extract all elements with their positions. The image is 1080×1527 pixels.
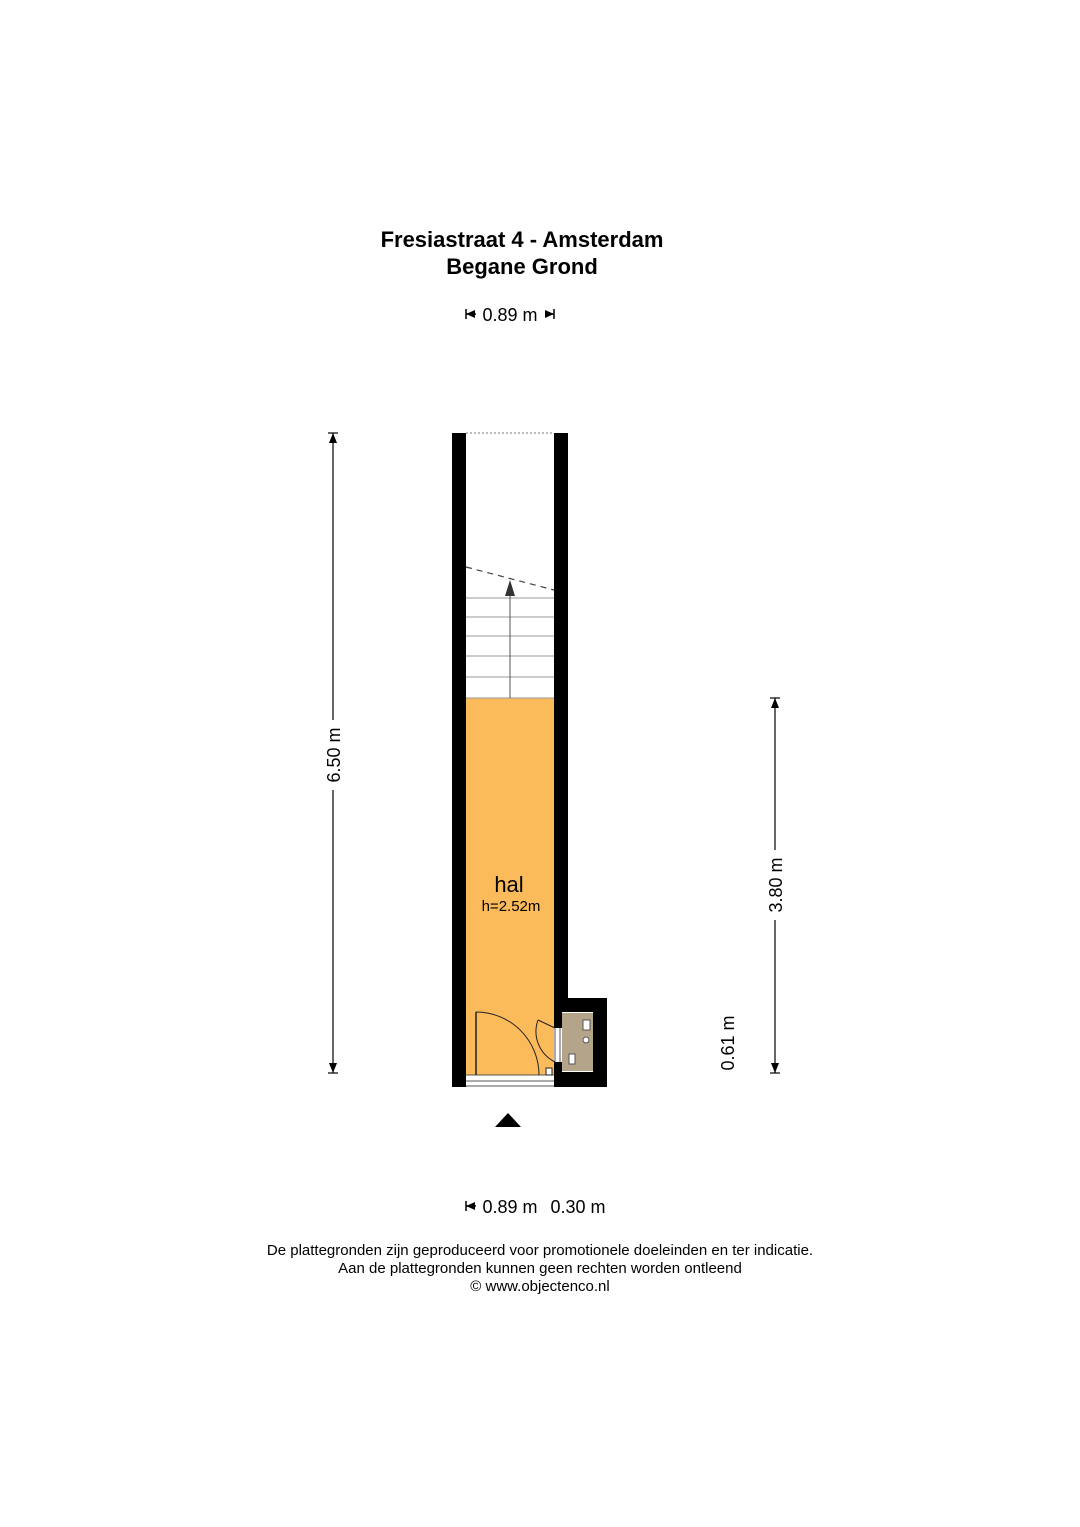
left-height-dimension bbox=[324, 433, 344, 1073]
stair-direction-arrow-icon bbox=[505, 580, 515, 596]
disclaimer-line-2: Aan de plattegronden kunnen geen rechten worden ontleend bbox=[338, 1260, 742, 1277]
bottom-width-label-2: 0.30 m bbox=[550, 1197, 606, 1217]
entrance-arrow-icon bbox=[495, 1113, 521, 1127]
room-name: hal bbox=[494, 872, 524, 897]
right-height-label: 3.80 m bbox=[766, 857, 786, 913]
floor-name: Begane Grond bbox=[446, 254, 598, 279]
left-height-label: 6.50 m bbox=[324, 727, 344, 783]
top-width-label: 0.89 m bbox=[482, 305, 538, 325]
disclaimer-line-1: De plattegronden zijn geproduceerd voor promotionele doeleinden en ter indicatie. bbox=[266, 1242, 814, 1259]
small-height-label: 0.61 m bbox=[718, 1015, 738, 1071]
copyright-line: © www.objectenco.nl bbox=[470, 1278, 610, 1295]
staircase bbox=[466, 595, 554, 698]
top-width-dimension bbox=[466, 305, 554, 325]
plan-title: Fresiastraat 4 - Amsterdam bbox=[380, 227, 664, 252]
room-height: h=2.52m bbox=[481, 898, 541, 915]
bottom-width-dimension bbox=[466, 1197, 606, 1217]
right-height-dimension bbox=[766, 698, 786, 1073]
bottom-width-label-1: 0.89 m bbox=[482, 1197, 538, 1217]
